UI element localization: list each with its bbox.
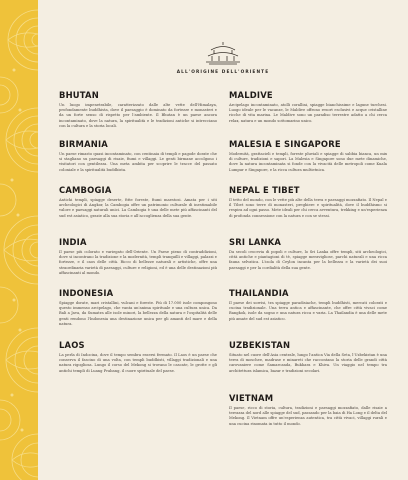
destination-description: Modernità, grattacieli e templi, foreste pluviali e spiagge di sabbia bianca, un mix di culture, tradizioni e sapori. La Malesia e Singapore sono due mete dinamiche, dove la natura incontaminata si fonde con la vivacità delle metropoli come Kuala Lumpur e Singapore, e la ricca cultura multietnica. <box>229 152 387 172</box>
destination-description: Il paese, ricco di storia, cultura, tradizioni e paesaggi mozzafiato, dalle risaie a terrazza del nord alle spiagge del sud, passando per la baia di Ha Long e il delta del Mekong. Il Vietnam offre un'esperienza autentica, tra città vivaci, villaggi rurali e una cucina rinomata in tutto il mondo. <box>229 406 387 426</box>
destination-title: LAOS <box>59 340 85 350</box>
destination-vietnam <box>229 393 387 427</box>
mandala-pattern <box>0 0 38 480</box>
destination-title: INDONESIA <box>59 288 114 298</box>
destination-description: Arcipelago incontaminato, atolli corallini, spiagge bianchissime e lagune turchesi. Luogo ideale per le vacanze, le Maldive offrono resort esclusivi e acque cristalline ricche di vita marina. Le Maldive sono un paradiso terrestre adatto a chi cerca relax, natura e un mondo sottomarino unico. <box>229 103 387 123</box>
destination-title: CAMBOGIA <box>59 185 112 195</box>
destination-title: SRI LANKA <box>229 237 282 247</box>
destination-malesia-singapore <box>229 139 387 173</box>
destination-birmania <box>59 139 217 173</box>
destination-description: Un paese rimasto quasi incontaminato, con centinaia di templi e pagode dorate che si stagliano su paesaggi di risaie, fiumi e villaggi. Le genti birmane accolgono i visitatori con gentilezza. Una meta ambita per scoprire le tracce del passato coloniale e la spiritualità buddhista. <box>59 152 217 172</box>
destination-nepal-tibet <box>229 185 387 219</box>
destination-description: Il tetto del mondo, con le vette più alte della terra e paesaggi mozzafiato. Il Nepal e il Tibet sono terre di monasteri, preghiere e spiritualità, dove il buddhismo si respira ad ogni passo. Mete ideali per chi cerca avventura, trekking e un'esperienza di profonda connessione con la natura e con se stessi. <box>229 198 387 218</box>
destination-indonesia <box>59 288 217 327</box>
destination-title: BIRMANIA <box>59 139 108 149</box>
destination-title: THAILANDIA <box>229 288 289 298</box>
destination-title: UZBEKISTAN <box>229 340 291 350</box>
destination-title: MALESIA E SINGAPORE <box>229 139 341 149</box>
destination-description: Il paese dei sorrisi, tra spiagge paradisiache, templi buddhisti, mercati colorati e cucina tradizionale. Una terra antica e affascinante, che offre città vivaci come Bangkok, isole da sogno e una natura ricca e varia. La Thailandia è una delle mete più amate del sud est asiatico. <box>229 301 387 321</box>
destination-maldive <box>229 90 387 124</box>
destination-description: Spiagge dorate, mari cristallini, vulcani e foreste. Più di 17.000 isole compongono questo immenso arcipelago, che vanta un'anima spirituale e una cultura unica. Da Bali a Java, da Sumatra alle isole minori, la bellezza della natura e l'ospitalità delle genti rendono l'Indonesia una destinazione unica per gli amanti del mare e della natura. <box>59 301 217 326</box>
brand-name: ALL'ORIGINE DELL'ORIENTE <box>176 70 270 75</box>
destination-india <box>59 237 217 276</box>
destination-bhutan <box>59 90 217 129</box>
destination-description: Da secoli crocevia di popoli e culture, lo Sri Lanka offre templi, siti archeologici, città antiche e piantagioni di tè, spiagge meravigliose, parchi naturali e una ricca fauna selvatica. L'isola di Ceylon incanta per la bellezza e la varietà dei suoi paesaggi e per la cordialità della sua gente. <box>229 250 387 270</box>
destination-title: VIETNAM <box>229 393 274 403</box>
decorative-band <box>0 0 38 480</box>
destination-description: Situato nel cuore dell'Asia centrale, lungo l'antica Via della Seta, l'Uzbekistan è una terra di moschee, madrase e minareti che raccontano la storia delle grandi città carovaniere come Samarcanda, Bukhara e Khiva. Un viaggio nel tempo tra architettura islamica, bazar e tradizioni secolari. <box>229 353 387 373</box>
destination-thailandia <box>229 288 387 322</box>
destination-title: BHUTAN <box>59 90 99 100</box>
pagoda-logo-icon <box>203 40 243 68</box>
destination-title: INDIA <box>59 237 87 247</box>
brand-header <box>38 40 408 75</box>
destination-cambogia <box>59 185 217 219</box>
destination-laos <box>59 340 217 374</box>
destination-title: NEPAL E TIBET <box>229 185 300 195</box>
destination-title: MALDIVE <box>229 90 273 100</box>
destination-uzbekistan <box>229 340 387 374</box>
destination-description: Il paese più colorato e variegato dell'Oriente. Un Paese pieno di contraddizioni, dove si incontrano la tradizione e la modernità, templi tranquilli e villaggi, palazzi e fortezze, e il caos delle città. Ricco di bellezze naturali e artistiche, offre una straordinaria varietà di paesaggi, culture e religioni, ed è una delle destinazioni più affascinanti al mondo. <box>59 250 217 275</box>
destination-description: Antichi templi, spiagge deserte, fitte foreste, fiumi maestosi. Amata per i siti archeologici di Angkor, la Cambogia offre un patrimonio culturale di inestimabile valore e paesaggi naturali unici. La Cambogia è una delle mete più affascinanti del sud est asiatico, grazie alla sua storia e all'accoglienza della sua gente. <box>59 198 217 218</box>
destination-sri-lanka <box>229 237 387 271</box>
destination-description: Un luogo impenetrabile, caratterizzato dalle alte vette dell'Himalaya, profondamente buddhista, dove il paesaggio è dominato da fortezze e monasteri e da un forte senso di rispetto per l'ambiente. Il Bhutan è un paese ancora incontaminato, dove la natura, la spiritualità e le tradizioni antiche si intrecciano con la cultura e la storia locali. <box>59 103 217 128</box>
destination-description: La perla di Indocina, dove il tempo sembra essersi fermato. Il Laos è un paese che conserva il fascino di una volta, con templi buddhisti, villaggi tradizionali e una natura rigogliosa. Lungo il corso del Mekong si trovano le cascate, le grotte e gli antichi templi di Luang Prabang, il cuore spirituale del paese. <box>59 353 217 373</box>
